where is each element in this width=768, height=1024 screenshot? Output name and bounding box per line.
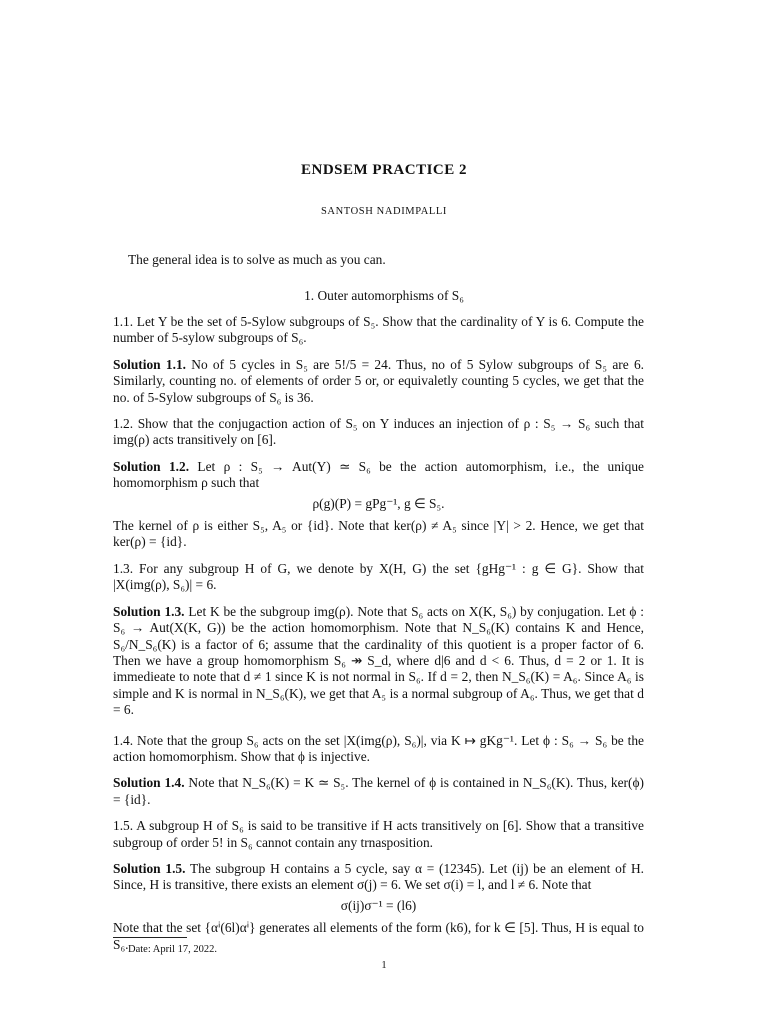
solution-1-1: Solution 1.1. No of 5 cycles in S₅ are 5!/5 = 24. Thus, no of 5 Sylow subgroups of S₅ are 6. Similarly, counting no. of elements of order 5 or, or equivaletly counting 5 cycles, we get that the no. of 5-Sylow subgroups of S₆ is 36. (113, 356, 644, 405)
intro-text: The general idea is to solve as much as you can. (128, 252, 386, 267)
problem-1-5: 1.5. A subgroup H of S₆ is said to be transitive if H acts transitively on [6]. Show that a transitive subgroup of order 5! in S₆ cannot contain any trnasposition. (113, 818, 644, 850)
author-name: SANTOSH NADIMPALLI (320, 206, 448, 217)
footnote-rule (113, 937, 187, 938)
problem-1-2: 1.2. Show that the conjugaction action of S₅ on Y induces an injection of ρ : S₅ → S₆ such that img(ρ) acts transitively on [6]. (113, 416, 644, 448)
solution-label: Solution 1.1. (113, 356, 186, 372)
problem-1-4: 1.4. Note that the group S₆ acts on the set |X(img(ρ), S₆)|, via K ↦ gKg⁻¹. Let ϕ : S₆ → S₆ be the action homomorphism. Show that ϕ is injective. (113, 732, 644, 764)
solution-label: Solution 1.2. (113, 458, 190, 474)
solution-1-3: Solution 1.3. Let K be the subgroup img(ρ). Note that S₆ acts on X(K, S₆) by conjugation. Let ϕ : S₆ → Aut(X(K, G)) be the action homomorphism. Note that N_S₆(K) contains K and Hence, S₆/N_S₆(K) is a factor of 6; assume that the cardinality of this quotient is a proper factor of 6. Then we have a group homomorphism S₆ ↠ S_d, where d|6 and d < 6. Thus, d = 2 or 1. It is immedieate to note that d ≠ 1 since K is not normal in S₆. If d = 2, then N_S₆(K) = A₆. Since A₆ is simple and K is normal in N_S₆(K), we get that A₅ is a normal subgroup of A₆. Thus, we get that d = 6. (113, 603, 644, 718)
display-equation-1: ρ(g)(P) = gPg⁻¹, g ∈ S₅. (312, 495, 445, 511)
page-number: 1 (381, 960, 387, 971)
problem-1-1: 1.1. Let Y be the set of 5-Sylow subgroups of S₅. Show that the cardinality of Y is 6. Compute the number of 5-sylow subgroups of S₆. (113, 314, 644, 346)
footnote-date: Date: April 17, 2022. (128, 944, 217, 955)
solution-label: Solution 1.3. (113, 603, 185, 619)
solution-1-2-cont: The kernel of ρ is either S₅, A₅ or {id}. Note that ker(ρ) ≠ A₅ since |Y| > 2. Hence, we get that ker(ρ) = {id}. (113, 518, 644, 550)
solution-1-5: Solution 1.5. The subgroup H contains a 5 cycle, say α = (12345). Let (ij) be an element of H. Since, H is transitive, there exists an element σ(j) = 6. We set σ(i) = l, and l ≠ 6. Note that (113, 860, 644, 893)
solution-1-2: Solution 1.2. Let ρ : S₅ → Aut(Y) ≃ S₆ be the action automorphism, i.e., the unique homomorphism ρ such that (113, 458, 644, 491)
problem-1-3: 1.3. For any subgroup H of G, we denote by X(H, G) the set {gHg⁻¹ : g ∈ G}. Show that |X(img(ρ), S₆)| = 6. (113, 560, 644, 593)
section-heading: 1. Outer automorphisms of S₆ (304, 288, 464, 303)
solution-1-5-cont: Note that the set {αⁱ(6l)αⁱ} generates all elements of the form (k6), for k ∈ [5]. Thus, H is equal to S₆. (113, 920, 644, 952)
solution-1-4: Solution 1.4. Note that N_S₆(K) = K ≃ S₅. The kernel of ϕ is contained in N_S₆(K). Thus, ker(ϕ) = {id}. (113, 775, 644, 807)
body-text (113, 314, 644, 963)
display-equation-2: σ(ij)σ⁻¹ = (l6) (340, 897, 417, 913)
solution-label: Solution 1.4. (113, 775, 185, 791)
solution-label: Solution 1.5. (113, 860, 186, 876)
paper-title: ENDSEM PRACTICE 2 (300, 162, 467, 178)
